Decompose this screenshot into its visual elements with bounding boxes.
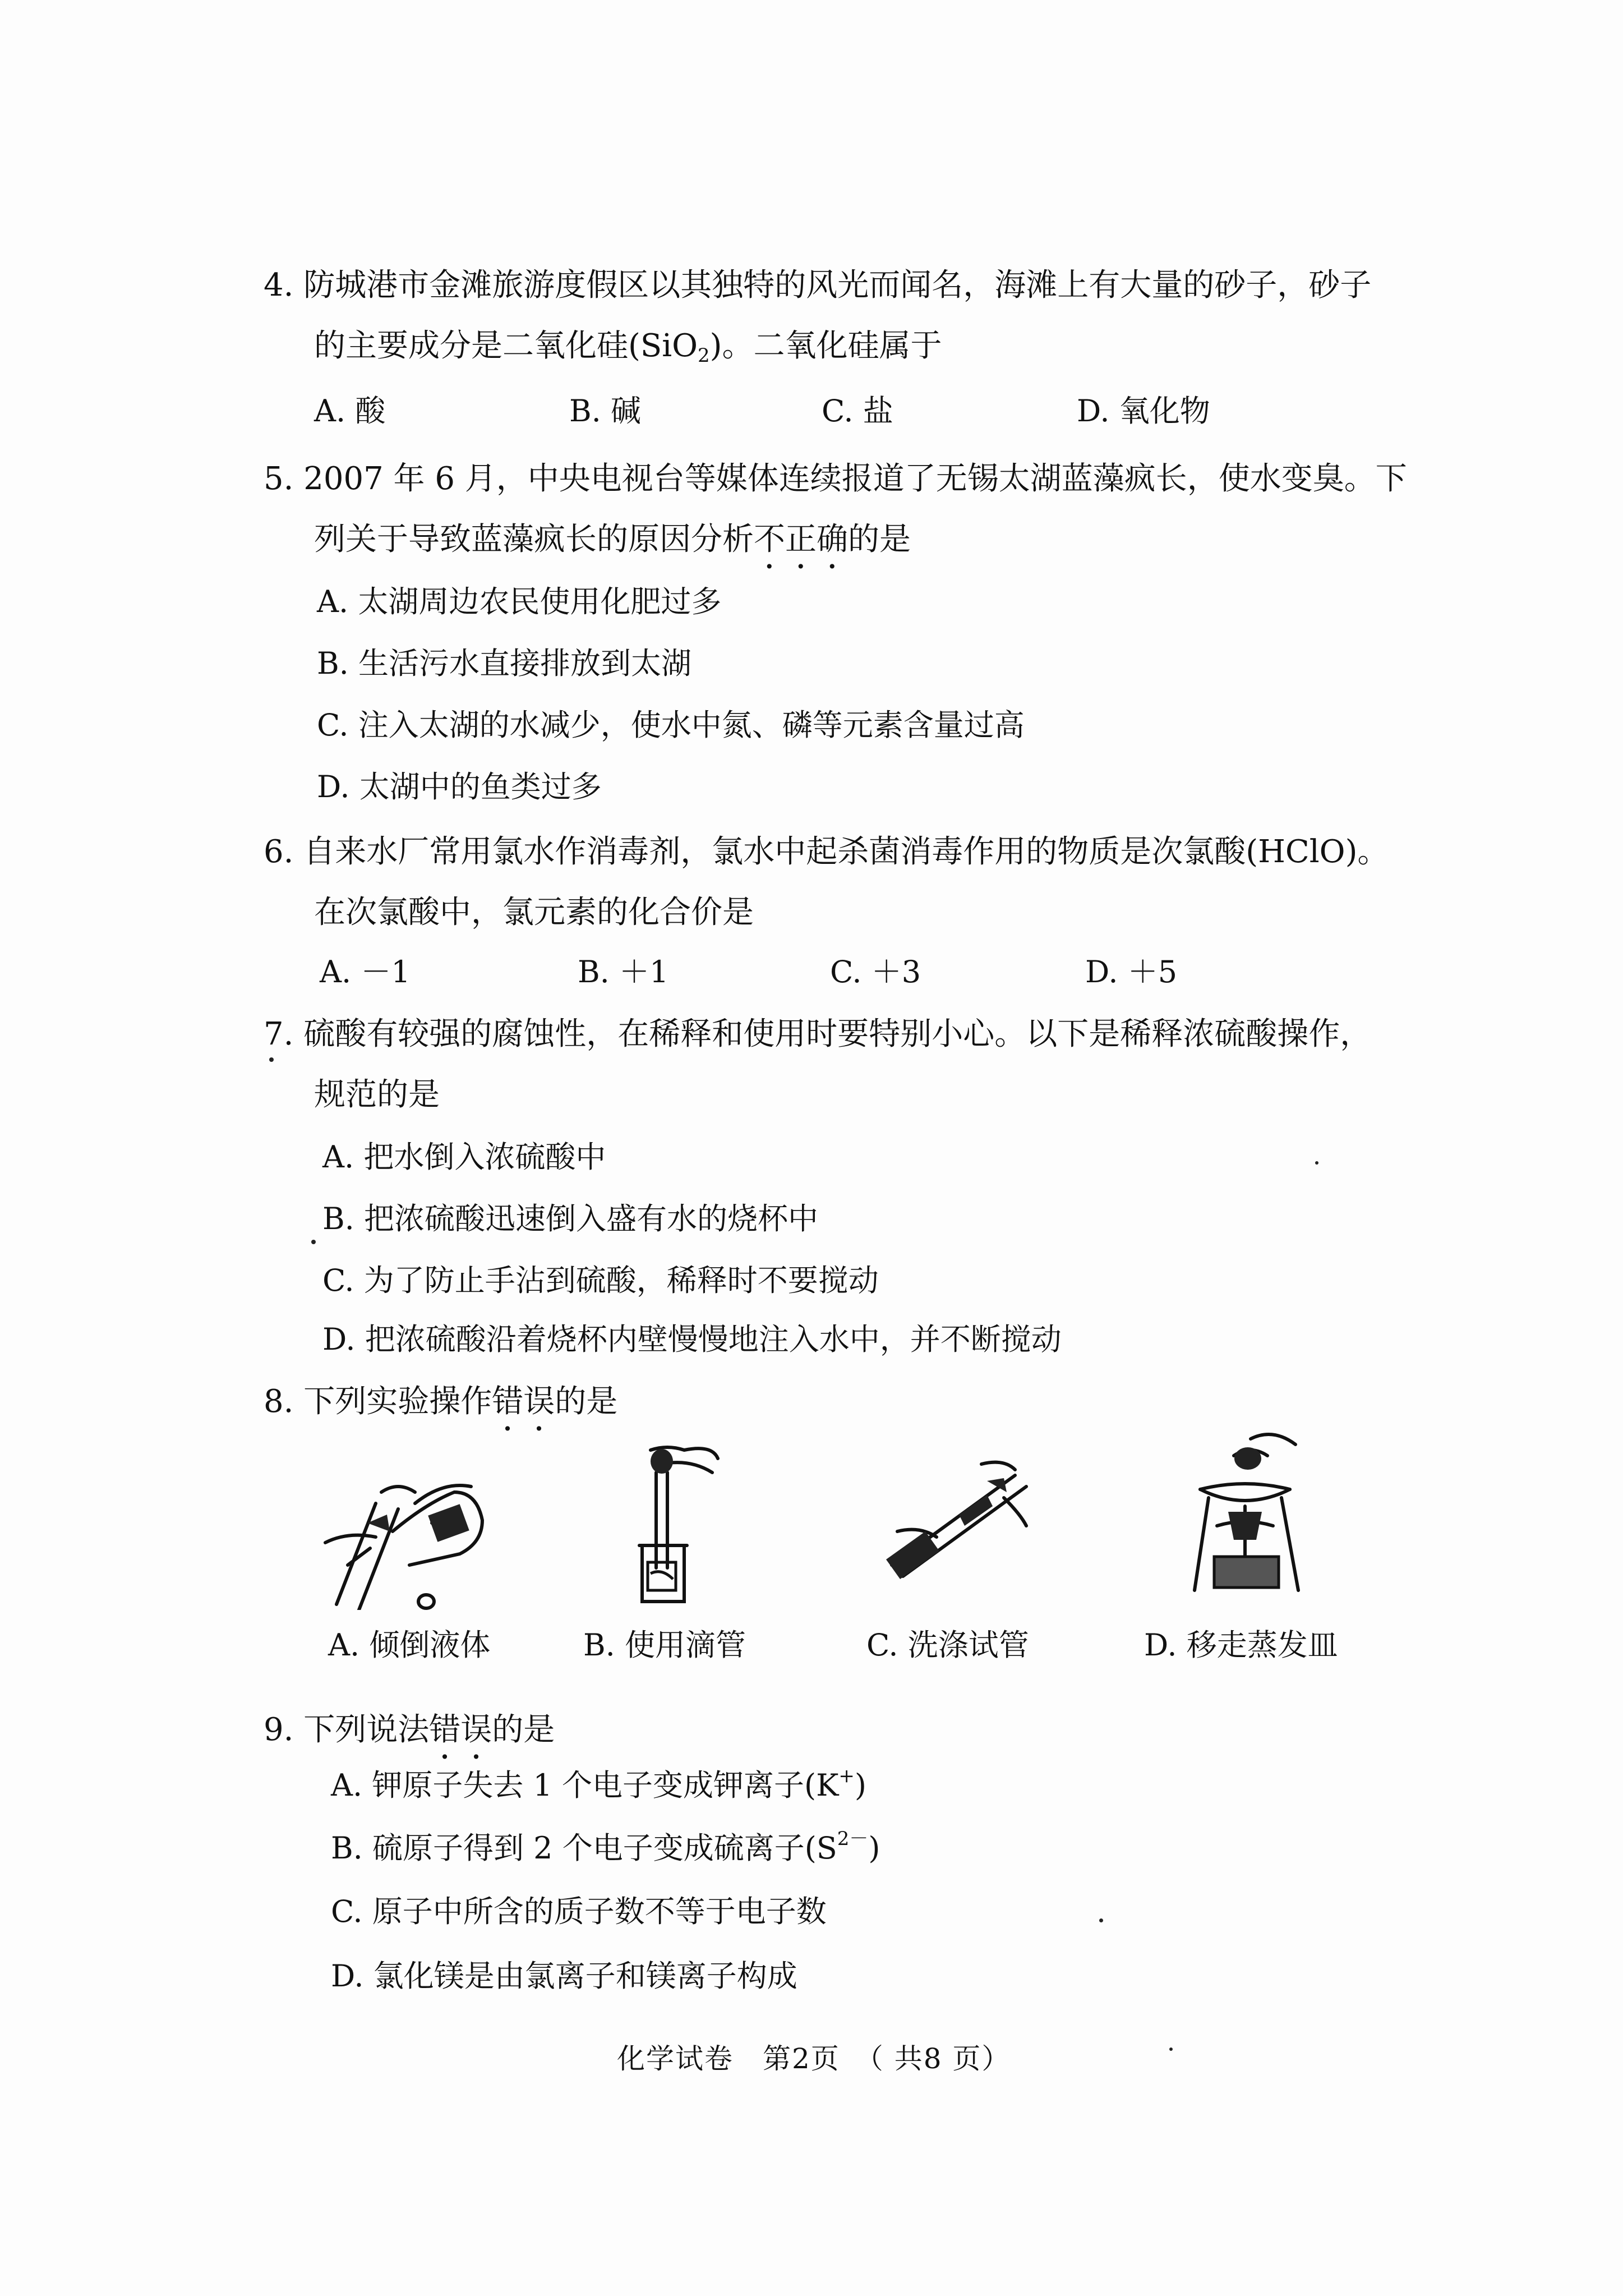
question-4-line-2 (264, 316, 1385, 386)
question-6-line-2: 在次氯酸中，氯元素的化合价是 (314, 894, 754, 931)
q9-option-a (331, 1761, 866, 1805)
q8-emphasis: 错误 (492, 1383, 555, 1420)
q4-option-c: C. 盐 (822, 393, 893, 429)
q7-option-b: B. 把浓硫酸迅速倒入盛有水的烧杯中 (322, 1201, 819, 1236)
q8-text-pre: 8. 下列实验操作 (264, 1383, 492, 1420)
q9-a-charge: + (838, 1765, 855, 1787)
page-footer: 化学试卷 第2页 （ 共8 页） (617, 2042, 1011, 2075)
q9-text-pre: 9. 下列说法 (264, 1711, 430, 1748)
q5-text-post: 的是 (848, 521, 911, 558)
q4-text-pre: 的主要成分是二氧化硅(SiO (314, 328, 698, 364)
question-4-line-1: 4. 防城港市金滩旅游度假区以其独特的风光而闻名，海滩上有大量的砂子，砂子 (264, 267, 1372, 303)
q6-option-b: B. ＋1 (578, 954, 669, 990)
q5-emphasis: 不正确 (754, 521, 848, 558)
question-5-line-1: 5. 2007 年 6 月，中央电视台等媒体连续报道了无锡太湖蓝藻疯长，使水变臭。下 (264, 461, 1407, 497)
q6-option-a: A. －1 (320, 954, 411, 990)
q9-a-close: ) (854, 1768, 866, 1803)
question-7 (264, 1004, 1385, 1125)
q6-option-d: D. ＋5 (1085, 954, 1178, 990)
q4-text-post: )。二氧化硅属于 (709, 328, 942, 364)
q5-option-d: D. 太湖中的鱼类过多 (317, 769, 602, 804)
q6-option-c: C. ＋3 (830, 954, 921, 990)
figure-b-using-dropper (628, 1439, 729, 1607)
question-7-line-1: 7. 硫酸有较强的腐蚀性，在稀释和使用时要特别小心。以下是稀释浓硫酸操作， (264, 1016, 1372, 1052)
q7-option-d: D. 把浓硫酸沿着烧杯内壁慢慢地注入水中，并不断搅动 (322, 1322, 1062, 1357)
question-5 (264, 449, 1407, 576)
q4-option-b: B. 碱 (569, 393, 642, 429)
q4-subscript: 2 (698, 344, 710, 367)
question-7-line-2: 规范的是 (314, 1076, 440, 1113)
question-9 (264, 1700, 1385, 1766)
scan-speck (1315, 1161, 1318, 1165)
q5-text-pre: 列关于导致蓝藻疯长的原因分析 (314, 521, 754, 558)
q9-option-c: C. 原子中所含的质子数不等于电子数 (331, 1894, 827, 1929)
q8-text-post: 的是 (555, 1383, 618, 1420)
q5-option-a: A. 太湖周边农民使用化肥过多 (317, 584, 722, 619)
scan-speck (1169, 2047, 1173, 2051)
figure-d-removing-evaporating-dish (1183, 1428, 1312, 1596)
figure-c-washing-test-tube (875, 1453, 1038, 1582)
figure-a-pouring-liquid (314, 1470, 505, 1610)
question-6 (264, 822, 1389, 943)
q9-option-b (331, 1823, 880, 1867)
q9-emphasis: 错误 (429, 1711, 492, 1748)
q4-option-d: D. 氧化物 (1077, 393, 1210, 429)
q9-option-d: D. 氯化镁是由氯离子和镁离子构成 (331, 1958, 797, 1994)
q9-a-text: A. 钾原子失去 1 个电子变成钾离子(K (331, 1768, 839, 1803)
question-9-line-1 (264, 1700, 1385, 1766)
q5-option-c: C. 注入太湖的水减少，使水中氮、磷等元素含量过高 (317, 707, 1025, 743)
question-4 (264, 255, 1385, 386)
figure-d-caption: D. 移走蒸发皿 (1144, 1627, 1338, 1663)
question-6-line-1: 6. 自来水厂常用氯水作消毒剂，氯水中起杀菌消毒作用的物质是次氯酸(HClO)。 (264, 834, 1389, 870)
scan-speck (1099, 1918, 1103, 1922)
figure-c-caption: C. 洗涤试管 (866, 1627, 1029, 1663)
figure-a-caption: A. 倾倒液体 (328, 1627, 491, 1663)
figure-b-caption: B. 使用滴管 (583, 1627, 746, 1663)
q9-b-close: ) (868, 1830, 880, 1866)
scan-speck (269, 1057, 274, 1062)
scan-speck (311, 1240, 316, 1244)
q4-option-a: A. 酸 (314, 393, 386, 429)
q5-option-b: B. 生活污水直接排放到太湖 (317, 646, 692, 681)
q7-option-c: C. 为了防止手沾到硫酸，稀释时不要搅动 (322, 1263, 879, 1298)
q9-text-post: 的是 (492, 1711, 555, 1748)
q7-option-a: A. 把水倒入浓硫酸中 (322, 1139, 606, 1175)
q9-b-text: B. 硫原子得到 2 个电子变成硫离子(S (331, 1830, 837, 1866)
question-5-line-2 (264, 509, 1385, 576)
q9-b-charge: 2－ (837, 1828, 869, 1850)
